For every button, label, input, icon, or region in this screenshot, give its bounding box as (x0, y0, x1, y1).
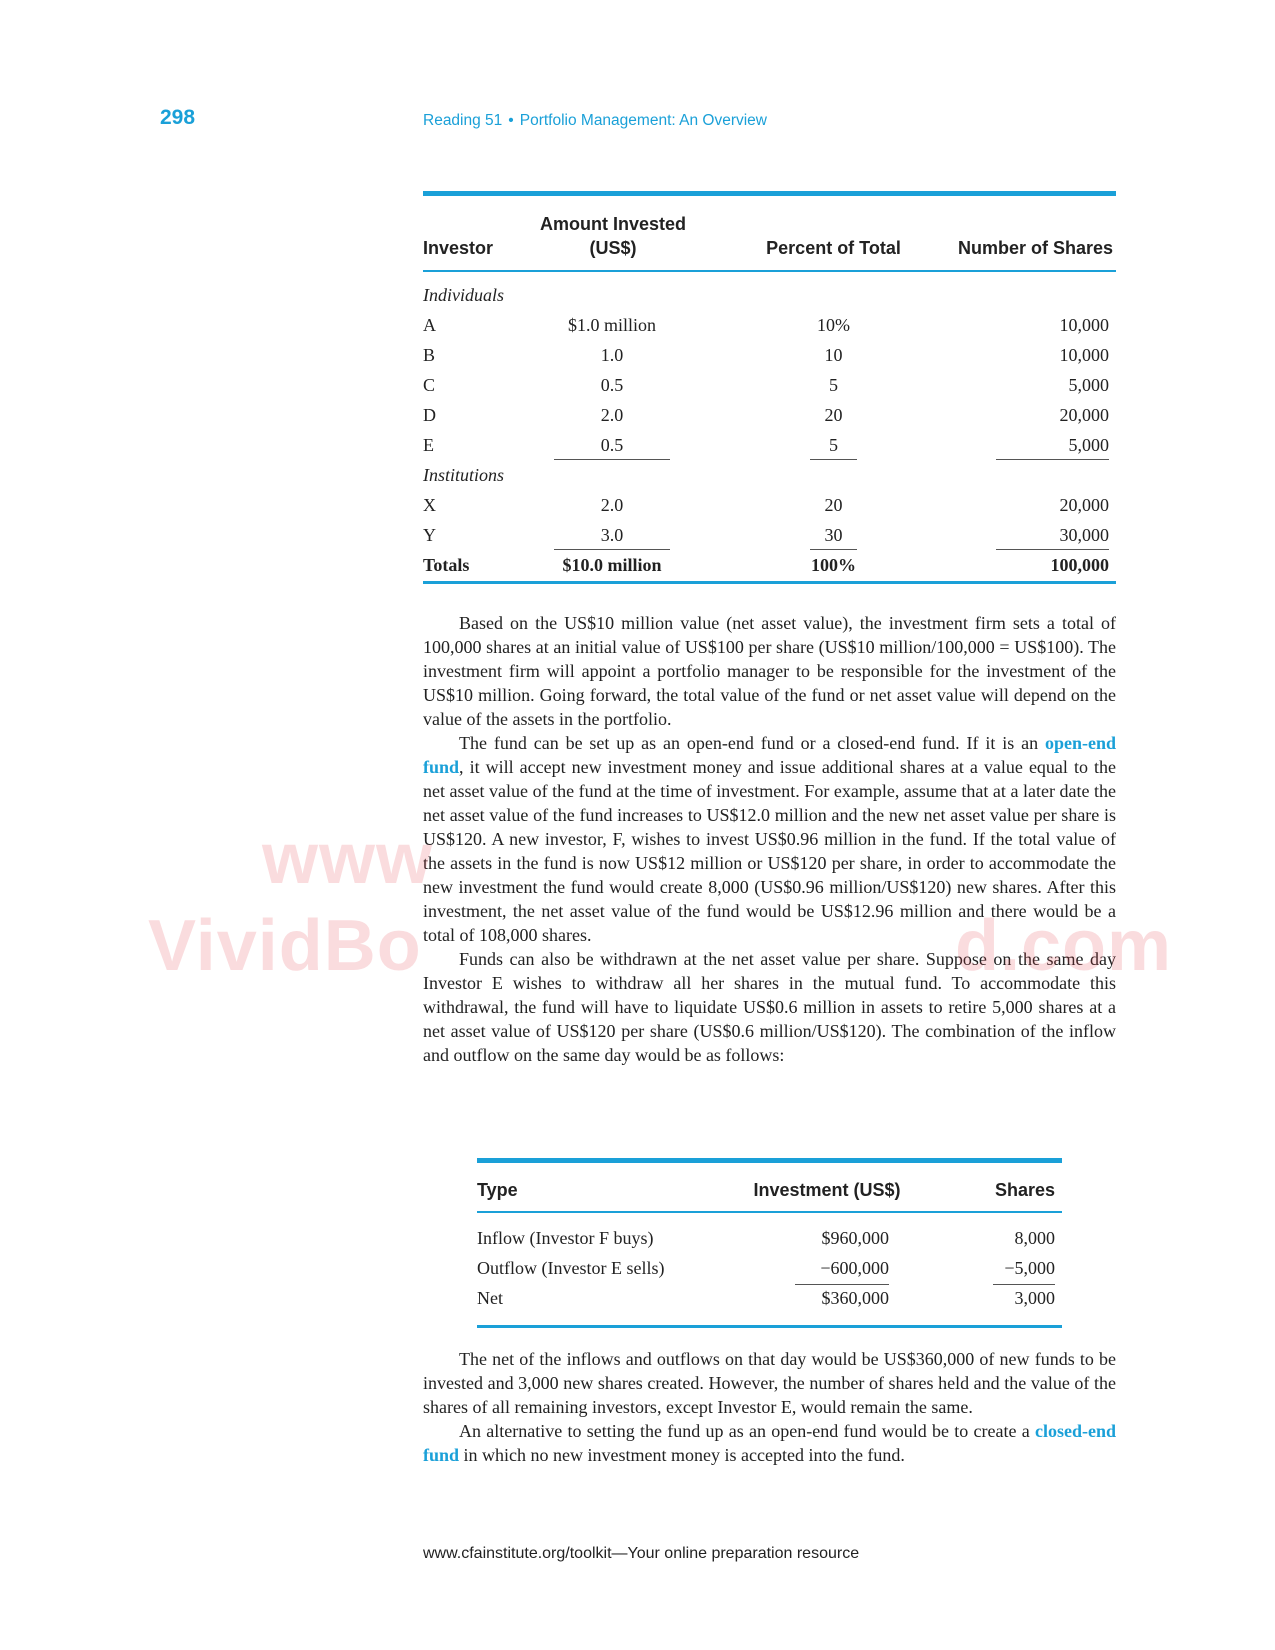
cell-amount: $1.0 million (567, 315, 656, 335)
cell-shares: 20,000 (1059, 405, 1109, 425)
table-row (423, 522, 1116, 552)
header-percent: Percent of Total (766, 238, 901, 258)
paragraph-text: The fund can be set up as an open-end fund or a closed-end fund. If it is an (459, 733, 1045, 753)
cell-shares: 20,000 (1059, 495, 1109, 515)
watermark-text: d.com (955, 906, 1173, 986)
cell-percent: 10 (824, 345, 843, 365)
cell-shares: 8,000 (1014, 1228, 1055, 1248)
total-underline (996, 549, 1109, 550)
reading-label: Reading 51 (423, 112, 503, 129)
header-amount-line2: (US$) (589, 238, 637, 258)
group-row-individuals (423, 282, 1116, 312)
cell-amount: 2.0 (600, 495, 624, 515)
header-separator: • (508, 112, 514, 129)
cell-amount: 2.0 (600, 405, 624, 425)
cell-shares: 5,000 (1068, 375, 1109, 395)
paragraph-text: An alternative to setting the fund up as an open-end fund would be to create a (459, 1421, 1035, 1441)
investor-table (423, 191, 1116, 584)
table-row (423, 342, 1116, 372)
running-header (423, 112, 767, 130)
header-investment: Investment (US$) (753, 1180, 901, 1200)
paragraph-text: in which no new investment money is accepted into the fund. (459, 1445, 905, 1465)
body-text-block (423, 611, 1116, 1067)
cell-type: Net (477, 1288, 503, 1308)
table-row (423, 492, 1116, 522)
header-investor: Investor (423, 238, 494, 258)
paragraph: Funds can also be withdrawn at the net asset value per share. Suppose on the same day Investor E wishes to withdraw all her shares in the mutual fund. To accommodate this withdrawal, the fund will have to liquidate US$0.6 million in assets to retire 5,000 shares at a net asset value of US$120 per share (US$0.6 million/US$120). The combination of the inflow and outflow on the same day would be as follows: (423, 949, 1116, 1065)
paragraph (423, 1419, 1116, 1467)
cell-amount: 0.5 (600, 435, 624, 455)
total-underline (810, 549, 857, 550)
table-row (477, 1255, 1062, 1285)
cell-totals-label: Totals (423, 555, 470, 575)
term-closed-end-fund: closed-end fund (423, 1421, 1116, 1465)
chapter-title: Portfolio Management: An Overview (519, 112, 767, 129)
cell-percent: 20 (824, 495, 843, 515)
subtotal-underline (810, 459, 857, 460)
cell-percent: 20 (824, 405, 843, 425)
cell-investor: B (423, 345, 436, 365)
footer-url: www.cfainstitute.org/toolkit—Your online preparation resource (423, 1545, 860, 1562)
cell-type: Inflow (Investor F buys) (477, 1228, 654, 1248)
group-label: Institutions (423, 465, 505, 485)
header-amount-line1: Amount Invested (539, 214, 686, 234)
cell-investor: E (423, 435, 434, 455)
table-body (477, 1213, 1062, 1325)
cell-investor: A (423, 315, 436, 335)
table-header (423, 196, 1116, 270)
watermark-text: www (262, 819, 434, 899)
cell-shares: 10,000 (1059, 345, 1109, 365)
cell-investor: X (423, 495, 436, 515)
paragraph-text: , it will accept new investment money and issue additional shares at a value equal to the net asset value of the fund at the time of investment. For example, assume that at a later date the net asset value of the fund increases to US$12.0 million and the new net asset value per share is US$120. A new investor, F, wishes to invest US$0.96 million in the fund. If the total value of the assets in the fund is now US$12 million or US$120 per share, in order to accommodate the new investment the fund would create 8,000 (US$0.96 million/US$120) new shares. After this investment, the net asset value of the fund would be US$12.96 million and there would be a total of 108,000 shares. (423, 757, 1116, 945)
table-header (477, 1163, 1062, 1211)
group-row-institutions (423, 462, 1116, 492)
cell-shares: 30,000 (1059, 525, 1109, 545)
header-type: Type (477, 1180, 518, 1200)
cell-totals-shares: 100,000 (1050, 555, 1109, 575)
subtotal-underline (554, 459, 670, 460)
cell-percent: 30 (824, 525, 843, 545)
total-underline (554, 549, 670, 550)
cell-amount: 0.5 (600, 375, 624, 395)
cell-investor: Y (423, 525, 436, 545)
body-text-block (423, 1347, 1116, 1467)
paragraph: Based on the US$10 million value (net asset value), the investment firm sets a total of 100,000 shares at an initial value of US$100 per share (US$10 million/100,000 = US$100). The investment firm will appoint a portfolio manager to be responsible for the investment of the US$10 million. Going forward, the total value of the fund or net asset value will depend on the value of the assets in the portfolio. (423, 613, 1116, 729)
watermark-text: VividBo (148, 906, 422, 986)
table-row (423, 402, 1116, 432)
cell-shares: 5,000 (1068, 435, 1109, 455)
term-open-end-fund: open-end fund (423, 733, 1116, 777)
cell-shares: 10,000 (1059, 315, 1109, 335)
cell-investment: −600,000 (820, 1258, 889, 1278)
cell-percent: 5 (829, 375, 838, 395)
table-row (423, 432, 1116, 462)
cell-investor: C (423, 375, 436, 395)
cell-totals-percent: 100% (811, 555, 856, 575)
cell-totals-amount: $10.0 million (562, 555, 662, 575)
table-row (423, 312, 1116, 342)
cell-investment: $360,000 (821, 1288, 889, 1308)
header-shares: Number of Shares (957, 238, 1113, 258)
table-bottom-rule (477, 1325, 1062, 1328)
header-amount (528, 212, 698, 260)
totals-row (423, 552, 1116, 582)
cell-amount: 3.0 (600, 525, 624, 545)
subtotal-underline (996, 459, 1109, 460)
cell-percent: 10% (817, 315, 850, 335)
paragraph (423, 731, 1116, 947)
cell-shares: 3,000 (1014, 1288, 1055, 1308)
flow-table (477, 1158, 1062, 1328)
cell-shares: −5,000 (1004, 1258, 1055, 1278)
cell-type: Outflow (Investor E sells) (477, 1258, 665, 1278)
cell-investor: D (423, 405, 436, 425)
table-row (423, 372, 1116, 402)
header-shares: Shares (994, 1180, 1055, 1200)
cell-investment: $960,000 (821, 1228, 889, 1248)
cell-percent: 5 (829, 435, 838, 455)
cell-amount: 1.0 (600, 345, 624, 365)
table-body (423, 272, 1116, 581)
table-row (477, 1225, 1062, 1255)
page-number: 298 (160, 106, 196, 129)
paragraph: The net of the inflows and outflows on that day would be US$360,000 of new funds to be invested and 3,000 new shares created. However, the number of shares held and the value of the shares of all remaining investors, except Investor E, would remain the same. (423, 1349, 1116, 1417)
group-label: Individuals (423, 285, 504, 305)
table-row (477, 1285, 1062, 1315)
